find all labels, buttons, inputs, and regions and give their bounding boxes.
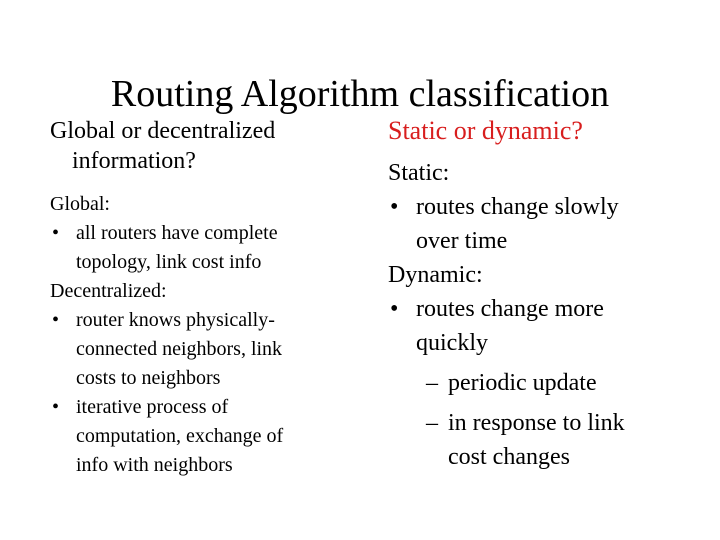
static-bullet-line: routes change slowly bbox=[416, 194, 619, 220]
dynamic-bullet-line: quickly bbox=[416, 330, 488, 356]
global-label: Global: bbox=[50, 193, 110, 215]
sub-bullet-line: periodic update bbox=[448, 370, 597, 396]
sub-bullet-periodic bbox=[388, 366, 688, 400]
left-heading-line1: Global or decentralized bbox=[50, 118, 276, 144]
global-bullet-line: topology, link cost info bbox=[76, 251, 262, 273]
right-column bbox=[388, 116, 688, 474]
sub-bullet-line: cost changes bbox=[448, 444, 570, 470]
bullet-glyph: • bbox=[390, 194, 399, 220]
bullet-line: computation, exchange of bbox=[76, 425, 284, 447]
dynamic-label: Dynamic: bbox=[388, 262, 483, 288]
global-bullet-line: all routers have complete bbox=[76, 222, 278, 244]
left-heading-line2: information? bbox=[72, 148, 196, 174]
bullet-line: iterative process of bbox=[76, 396, 229, 418]
sub-bullet-line: in response to link bbox=[448, 410, 625, 436]
bullet-line: connected neighbors, link bbox=[76, 338, 283, 360]
bullet-glyph: • bbox=[52, 396, 60, 418]
bullet-line: router knows physically- bbox=[76, 309, 275, 331]
sub-bullet-response bbox=[388, 406, 688, 474]
global-bullet bbox=[50, 219, 350, 277]
bullet-line: costs to neighbors bbox=[76, 367, 221, 389]
dynamic-bullet bbox=[388, 292, 688, 360]
right-heading: Static or dynamic? bbox=[388, 116, 583, 145]
slide-title: Routing Algorithm classification bbox=[110, 73, 610, 115]
left-column bbox=[50, 116, 350, 480]
dash-glyph: – bbox=[426, 370, 438, 396]
bullet-glyph: • bbox=[52, 309, 60, 331]
bullet-glyph: • bbox=[52, 222, 60, 244]
bullet-line: info with neighbors bbox=[76, 454, 233, 476]
decentralized-label: Decentralized: bbox=[50, 280, 167, 302]
decentralized-bullet-1 bbox=[50, 306, 350, 393]
dynamic-bullet-line: routes change more bbox=[416, 296, 604, 322]
static-bullet-line: over time bbox=[416, 228, 508, 254]
static-label: Static: bbox=[388, 160, 450, 186]
decentralized-bullet-2 bbox=[50, 393, 350, 480]
static-bullet bbox=[388, 190, 688, 258]
dash-glyph: – bbox=[426, 410, 438, 436]
bullet-glyph: • bbox=[390, 296, 399, 322]
